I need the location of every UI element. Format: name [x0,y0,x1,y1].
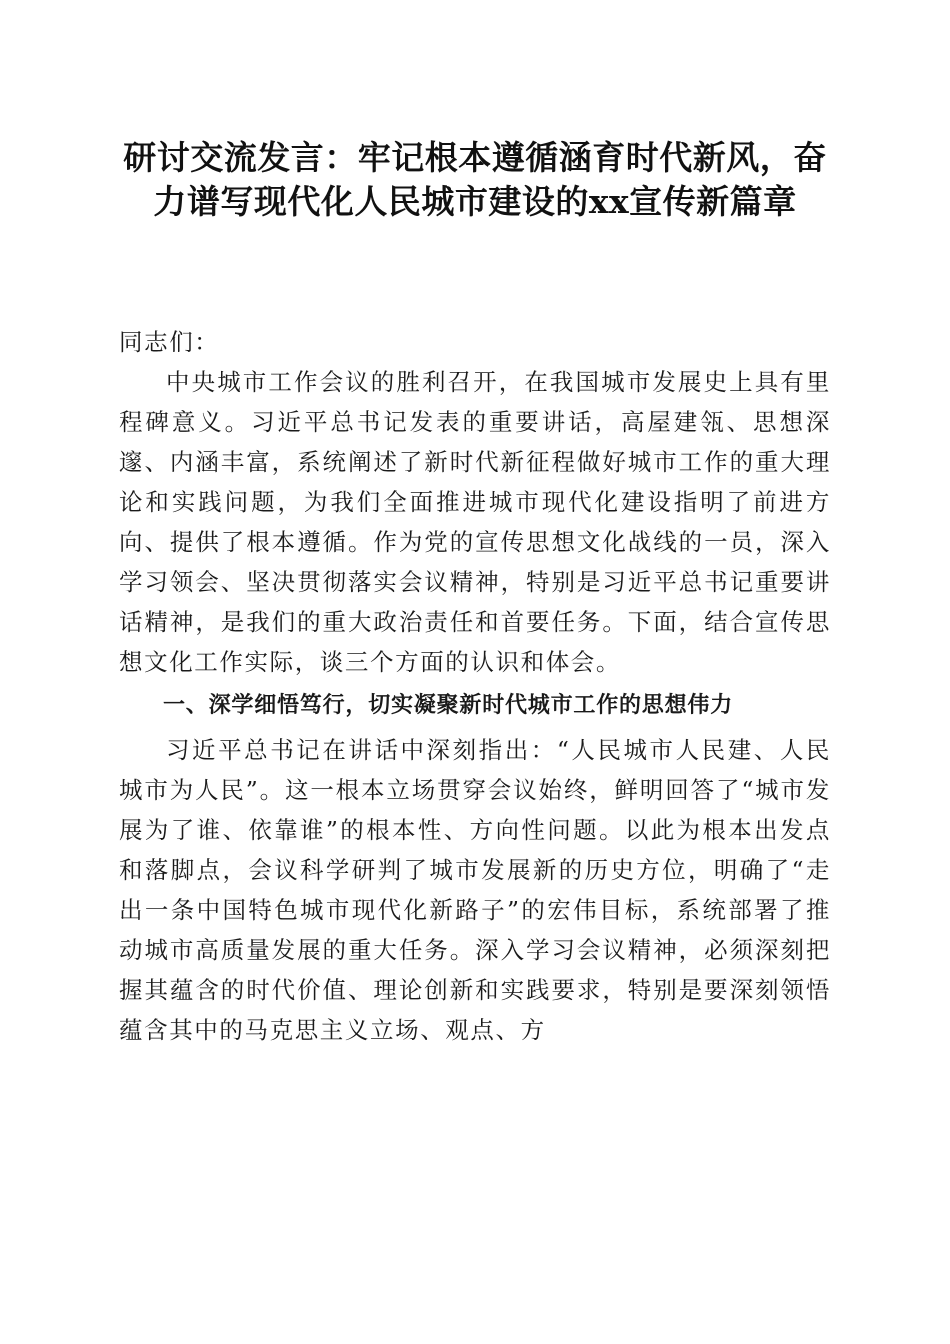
intro-paragraph: 中央城市工作会议的胜利召开，在我国城市发展史上具有里程碑意义。习近平总书记发表的重要讲话，高屋建瓴、思想深邃、内涵丰富，系统阐述了新时代新征程做好城市工作的重大理论和实践问题，为我们全面推进城市现代化建设指明了前进方向、提供了根本遵循。作为党的宣传思想文化战线的一员，深入学习领会、坚决贯彻落实会议精神，特别是习近平总书记重要讲话精神，是我们的重大政治责任和首要任务。下面，结合宣传思想文化工作实际，谈三个方面的认识和体会。 [119,368,831,676]
document-title: 研讨交流发言：牢记根本遵循涵育时代新风，奋力谱写现代化人民城市建设的xx宣传新篇章 [123,138,827,221]
salutation: 同志们： [119,328,220,356]
document-body [119,322,831,1050]
section-paragraph: 习近平总书记在讲话中深刻指出：“人民城市人民建、人民城市为人民”。这一根本立场贯穿会议始终，鲜明回答了“城市发展为了谁、依靠谁”的根本性、方向性问题。以此为根本出发点和落脚点，会议科学研判了城市发展新的历史方位，明确了“走出一条中国特色城市现代化新路子”的宏伟目标，系统部署了推动城市高质量发展的重大任务。深入学习会议精神，必须深刻把握其蕴含的时代价值、理论创新和实践要求，特别是要深刻领悟蕴含其中的马克思主义立场、观点、方 [119,736,831,1044]
section-heading: 一、深学细悟笃行，切实凝聚新时代城市工作的思想伟力 [163,693,734,718]
